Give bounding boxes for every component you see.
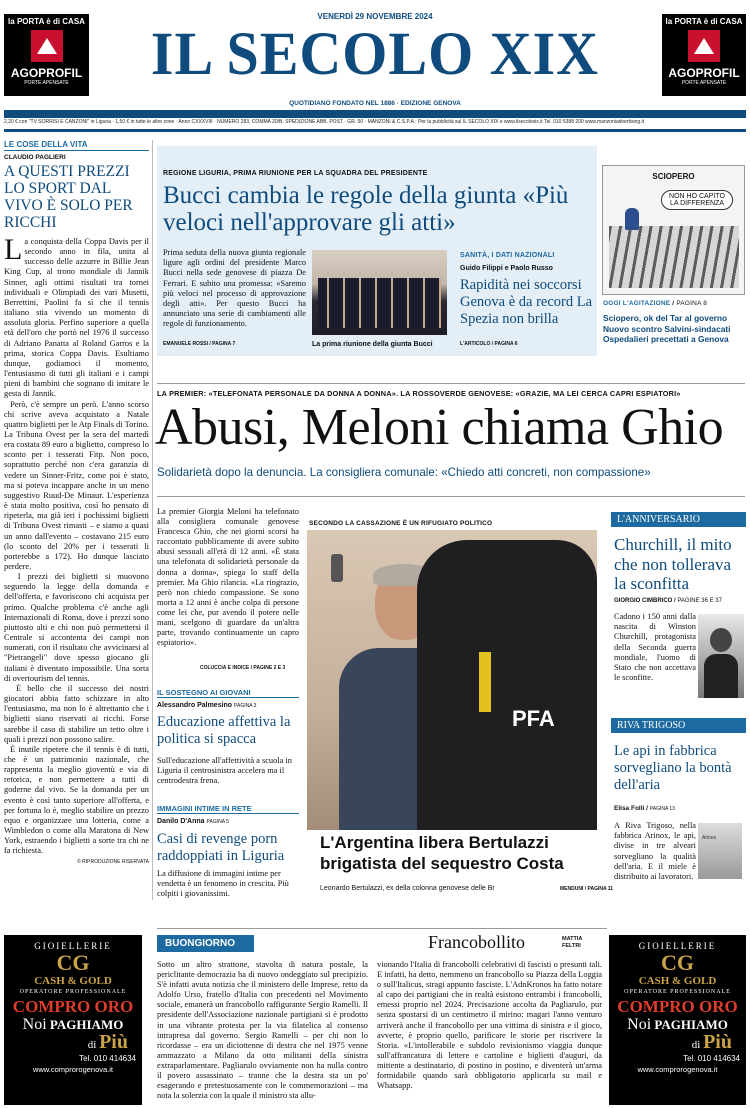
giunta-photo[interactable] [312,250,447,335]
wall-hook-icon [331,554,343,582]
figure-icon [625,208,639,230]
ear-ad-right[interactable] [662,14,746,96]
buongiorno-author: MATTIA FELTRI [562,936,583,949]
masthead-title[interactable]: IL SECOLO XIX [150,19,600,88]
ad-compro: COMPRO ORO [617,997,738,1016]
ear-ad-brand: AGOPROFIL [668,66,740,80]
ear-ad-top-text: la PORTA è di CASA [8,17,85,26]
body-text: L a conquista della Coppa Davis per il secondo anno in fila, unita al successo delle azzurre in Billie Jean King Cup, al trono mondiale di Jannik Sinner, agli ottimi risultati tra tornei individuali e Olimpiadi dei vari Musetti, Berrettini, Paolini fa sì che il tennis italiano stia vivendo un momento di assoluta gloria. Perfino superiore a quella età dell'oro che portò nel 1976 il successo di Adriano Panatta al Roland Garros e la prima, storica Coppa Davis. Esultiamo dunque, godiamoci il momento, l'entusiasmo di tutti gli italiani e i campi pieni di bambini che sognano di imitare le gesta di Jannik. Però, c'è sempre un però. L'anno scorso chi scrive aveva acquistato a Natale quattro biglietti per le Atp Finals di Torino. La Tribuna Ovest per la sera del martedì era costata 89 euro a biglietto, compreso lo sconto per i tesserati Fitp. Non poco, soprattutto perché non c'era garanzia di vedere un Sinner-Fritz, come poi è stato, ma si poteva incappare anche in un meno suggestivo Ruud-De Minaur. L'esperienza è stata molto positiva, così ho pensato di ripeterla, ma già ieri i pochissimi biglietti di Tribuna Ovest rimasti – e siamo a quasi un anno dall'evento – costavano 215 euro (lo sconto del 20% per i tesserati li porterebbe a 172). Ho dunque lasciato perdere. I prezzi dei biglietti si muovono seguendo la legge della domanda e dell'offerta, e favoriscono chi acquista per primo. Qualche problema c'è anche agli Internazionali di Roma, dove i prezzi sono piuttosto alti e chi non può permettersi il Centrale si accontenta dei campi non numerati, con il risultato che avvicinarsi al "Pietrangeli" dove spesso giocano gli italiani è diventato impossibile. Una sorta di overtourism del tennis. È bello che il successo dei nostri giocatori abbia fatto schizzare in alto l'entusiasmo, ma non lo è altrettanto che i biglietti siano riservati ai ricchi. Forse sarebbe il caso di stabilire un tetto oltre i quali i prezzi non possono salire. È inutile ripetere che il tennis è di tutti, che è un patrimonio nazionale, che rappresenta la meglio gioventù e via di retorica, e non permettere a tutti di goderne dal vivo. Se la domanda per un evento è così tanto superiore all'offerta, e per fortuna lo è, meglio stabilire un prezzo equo e organizzare una lotteria, come a Wimbledon o come alla Maratona di New York, estraendo i biglietti a sorte tra chi ne fa richiesta. © RIPRODUZIONE RISERVATA [4,237,149,867]
masthead-info: 2,20 € con "TV SORRISI E CANZONI" in Liguria · 1,50 € in tutte le altre zone · Anno CXXXVIII · NUMERO 283, COMMA 20/B. SPEDIZIONE ABB. POST · GR. 50 · MANZONI & C.S.P.A.: Per la pubblicità sul IL SECOLO XIX e www.ilsecoloxix.it Tel. 010 5388 200 www.manzoniadvertising.it [4,119,645,125]
ad-piu-line: di Più [691,1031,732,1053]
ad-pay-line: Noi PAGHIAMO [627,1016,728,1033]
ear-ad-tagline: PORTE APENSATE [24,80,69,86]
top-story-kicker: REGIONE LIGURIA, PRIMA RIUNIONE PER LA SQUADRA DEL PRESIDENTE [163,170,428,177]
youth-headline[interactable]: Educazione affettiva la politica si spacca [157,714,291,747]
main-subhead: Solidarietà dopo la denuncia. La consigliera comunale: «Chiedo atti concreti, non compassione» [157,466,651,479]
ad-web: www.comprorogenova.it [32,1065,114,1074]
agoprofil-logo-icon [688,30,720,62]
ear-ad-tagline: PORTE APENSATE [681,80,727,86]
left-column [4,140,149,900]
main-rule-2 [157,496,745,497]
main-body: La premier Giorgia Meloni ha telefonato alla consigliera comunale genovese Francesca Ghio, che nei giorni scorsi ha raccontato pubblicamente di avere subito abusi sessuali all'età di 12 anni. «È stata una telefonata di solidarietà personale da donna a donna», spiega lo staff della premier. Ma Ghio rilancia. «La ringrazio, però non chiedo compassione. Se sono morta a 12 anni è anche colpa di persone come lei che, pur avendo il potere nelle mani, scelgono di guardare da un'altra parte, trovando continuamente un capro espiatorio». [157,507,299,648]
ad-line1: GIOIELLERIE [34,941,112,951]
photo-story-headline[interactable]: L'Argentina libera Bertulazzi brigatista del sequestro Costa [320,833,564,873]
top-story-body: Prima seduta della nuova giunta regionale ligure agli ordini del presidente Marco Bucci nella sede genovese di piazza De Ferrari. E subito una promessa: «Saremo più veloci nel processo di approvazione degli atti». Per questo Bucci ha annunciato una serie di cambiamenti alle regole di funzionamento. [163,248,306,329]
churchill-headline[interactable]: Churchill, il mito che non tollerava la sconfitta [614,535,732,593]
bees-page: PAGINA 13 [649,806,675,812]
beehive-label: Arinox [702,835,717,841]
youth-author-line [157,702,256,709]
churchill-author: GIORGIO CIMBRICO [614,598,673,604]
main-headline[interactable]: Abusi, Meloni chiama Ghio [155,399,724,456]
ad-cash-gold-left[interactable] [4,935,142,1105]
end-credit: © RIPRODUZIONE RISERVATA [77,858,149,865]
bees-kicker: RIVA TRIGOSO [611,718,746,733]
revenge-body: La diffusione di immagini intime per vendetta è un fenomeno in crescita. Più colpiti i giovanissimi. [157,869,289,899]
masthead-rule [4,129,746,132]
people-silhouettes [318,278,441,328]
churchill-photo[interactable] [698,614,744,698]
main-kicker: LA PREMIER: «TELEFONATA PERSONALE DA DONNA A DONNA». LA ROSSOVERDE GENOVESE: «GRAZIE, MA LEI CERCA CAPRI ESPIATORI» [157,389,681,398]
masthead-date: VENERDÌ 29 NOVEMBRE 2024 [317,12,433,21]
revenge-page: PAGINA 5 [206,819,229,825]
ad-sub: OPERATORE PROFESSIONALE [19,989,127,995]
agoprofil-logo-icon [31,30,63,62]
photo-story-byline: MENDUNI / PAGINA 11 [560,886,614,892]
bertulazzi-photo[interactable] [307,530,597,830]
ad-logo-icon: CG [661,950,694,975]
main-rule [157,383,745,384]
officer-body [417,540,597,830]
top-story-headline[interactable]: Bucci cambia le regole della giunta «Più veloci nell'approvare gli atti» [163,182,569,236]
vest-yellow-stripe [479,652,491,712]
bees-author: Elisa Folli [614,805,645,812]
cartoon-text[interactable]: Sciopero, ok del Tar al governo Nuovo scontro Salvini-sindacati Ospedalieri precettati a Genova [603,313,731,344]
masthead-bar [4,110,746,118]
bees-author-line: Elisa Folli / PAGINA 13 [614,805,675,812]
ad-logo-icon: CG [56,950,90,975]
ad-brand: CASH & GOLD [34,975,112,987]
photo-story-caption: Leonardo Bertulazzi, ex della colonna genovese delle Br [320,885,495,892]
cartoon-title: SCIOPERO [652,172,695,181]
masthead-subtitle: QUOTIDIANO FONDATO NEL 1886 · EDIZIONE GENOVA [289,100,461,107]
revenge-headline[interactable]: Casi di revenge porn raddoppiati in Liguria [157,831,285,864]
churchill-author-line: GIORGIO CIMBRICO / PAGINE 36 E 37 [614,598,722,604]
ad-sub: OPERATORE PROFESSIONALE [624,989,731,995]
youth-kicker: IL SOSTEGNO AI GIOVANI [157,688,299,698]
railway-icon [609,226,739,288]
photo-caption: La prima riunione della giunta Bucci [312,341,433,348]
youth-author: Alessandro Palmesino [157,702,233,709]
buongiorno-title[interactable]: Francobollito [428,932,525,952]
health-authors: Guido Filippi e Paolo Russo [460,265,553,272]
buongiorno-col2: vionando l'Italia di francobolli celebrativi di fascisti o presunti tali. E infatti, ha detto, nemmeno un francobollo su Piazza della Loggia o sull'Italicus, stragi appunto fasciste. L'AdnKronos ha fatto notare al capo dei partigiani che in realtà esistono entrambi i francobolli, emessi proprio nel 2024. Precisazione accolta da Pagliarulo, pur senza spostarsi di un centimetro il mirino: magari l'anno venturo arriverà anche il francobollo per una vittima di sinistra e il gioco, avverte, è proprio quello, parificare le storie per riscrivere la Storia. «L'intollerabile e subdolo revisionismo viaggia dunque sull'affrancatura di lettere e cartoline e biglietti d'auguri, da mittente a destinatario, di postino in postino, e diventerà un'arma formidabile quando sarà obbligatorio applicarla su mail e Whatsapp. [377,960,602,1091]
ear-ad-left[interactable] [4,14,89,96]
revenge-author: Danilo D'Anna [157,818,205,825]
health-headline[interactable]: Rapidità nei soccorsi Genova è da record La Spezia non brilla [460,277,593,327]
ad-web: www.comprorogenova.it [637,1065,718,1074]
section-label: LE COSE DELLA VITA [4,140,149,151]
vest-label: PFA [512,706,555,731]
ad-tel: Tel. 010 414634 [683,1054,740,1063]
ad-piu-line: di Più [87,1031,128,1053]
headline[interactable]: A QUESTI PREZZI LO SPORT DAL VIVO È SOLO PER RICCHI [4,163,133,231]
drop-cap: L [4,233,23,266]
youth-page: PAGINA 3 [234,703,257,709]
ad-brand: CASH & GOLD [638,975,717,987]
ad-pay-line: Noi PAGHIAMO [22,1016,124,1033]
health-byline: L'ARTICOLO / PAGINA 6 [460,341,518,347]
bees-body: A Riva Trigoso, nella fabbrica Arinox, le api, divise in tre alveari sorvegliano la qualità dell'aria. E il miele è distribuito ai lavoratori. [614,821,696,882]
revenge-kicker: IMMAGINI INTIME IN RETE [157,804,299,814]
buongiorno-col1: Sotto un altro strattone, stavolta di natura postale, la periclitante democrazia ha di nuovo ondeggiato sul precipizio. S'è infatti avuta notizia che il ministero delle Imprese, retto da Adolfo Urso, fratello d'Italia con precedenti nel Movimento sociale, emanerà un francobollo raffigurante Sergio Ramelli. Il presidente dell'Associazione nazionale partigiani si è prodotto in una vibrante protesta per la via filatelica al consenso intrapresa dal governo. Sergio Ramelli – per chi non lo ricordasse – era un diciottenne di destra che nel 1975 venne ammazzato a Milano da otto militanti della sinistra extraparlamentare. Pagliarulo ovviamente non ha nulla contro il povero assassinato – tranne che la destra sta un po' esagerando e pretestuosamente con le commemorazioni – ma nota la solerzia con la quale il ministro sta allu- [157,960,368,1101]
cartoon-speech: NON HO CAPITO LA DIFFERENZA [661,190,733,210]
cartoon-box[interactable] [602,165,745,295]
churchill-body: Cadono i 150 anni dalla nascita di Winston Churchill, protagonista della Seconda guerra mondiale, l'uomo di Stato che non accettava le sconfitte. [614,612,696,683]
revenge-author-line [157,818,229,825]
churchill-page: PAGINE 36 E 37 [677,598,722,604]
main-byline: COLUCCIA E INDICE / PAGINE 2 E 3 [200,665,286,671]
ad-cash-gold-right[interactable] [609,935,746,1105]
cartoon-kicker: OGGI L'AGITAZIONE [603,300,671,307]
ear-ad-top-text: la PORTA è di CASA [665,17,743,26]
ad-line1: GIOIELLERIE [638,941,717,951]
churchill-kicker: L'ANNIVERSARIO [611,512,746,527]
photo-kicker: SECONDO LA CASSAZIONE È UN RIFUGIATO POLITICO [309,520,493,527]
bottom-rule [157,928,607,929]
bees-headline[interactable]: Le api in fabbrica sorvegliano la bontà dell'aria [614,743,732,793]
ad-compro: COMPRO ORO [12,997,134,1016]
cartoon-page: PAGINA 8 [676,300,708,307]
author: CLAUDIO PAGLIERI [4,154,66,161]
buongiorno-label: BUONGIORNO [157,935,254,952]
beehive-photo[interactable] [698,823,742,879]
health-kicker: SANITÀ, I DATI NAZIONALI [460,252,555,259]
ad-tel: Tel. 010 414634 [79,1054,136,1063]
ear-ad-brand: AGOPROFIL [10,66,83,80]
youth-body: Sull'educazione all'affettività a scuola in Liguria il centrosinistra accelera ma il centrodestra frena. [157,756,292,786]
churchill-suit [704,654,738,698]
column-rule [152,140,153,900]
cartoon-kicker-line: OGGI L'AGITAZIONE / PAGINA 8 [603,300,708,307]
top-story-byline: EMANUELE ROSSI / PAGINA 7 [163,341,236,347]
churchill-head [710,628,732,652]
